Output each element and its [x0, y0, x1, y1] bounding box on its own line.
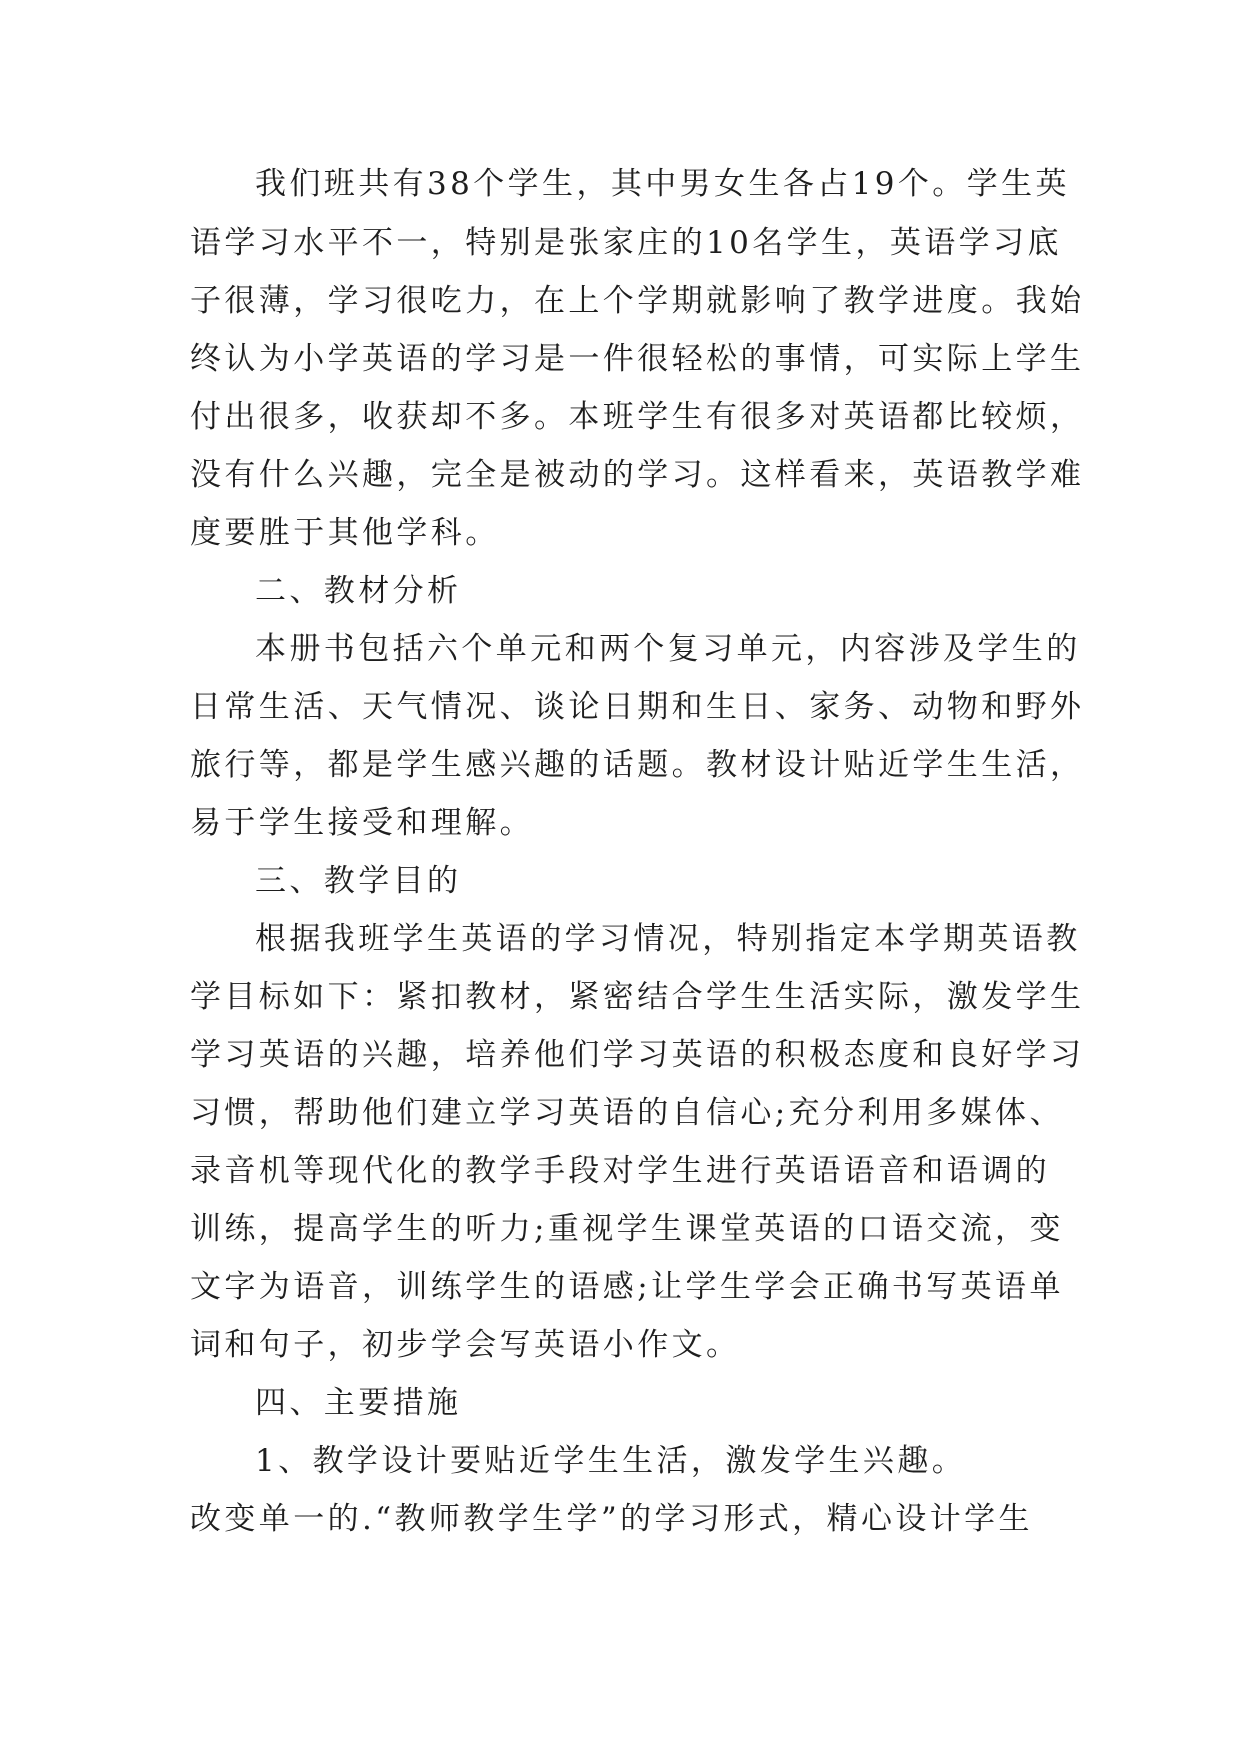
paragraph-line: 语学习水平不一，特别是张家庄的10名学生，英语学习底 — [190, 225, 1062, 261]
paragraph-line: 没有什么兴趣，完全是被动的学习。这样看来，英语教学难 — [190, 457, 1085, 493]
paragraph-line: 训练，提高学生的听力;重视学生课堂英语的口语交流，变 — [190, 1211, 1064, 1247]
paragraph-line: 改变单一的.“教师教学生学”的学习形式，精心设计学生 — [190, 1501, 1033, 1537]
paragraph-line: 1、教学设计要贴近学生生活，激发学生兴趣。 — [255, 1443, 967, 1479]
paragraph-line: 文字为语音，训练学生的语感;让学生学会正确书写英语单 — [190, 1269, 1064, 1305]
section-heading: 二、教材分析 — [255, 573, 462, 609]
paragraph-line: 本册书包括六个单元和两个复习单元，内容涉及学生的 — [255, 631, 1081, 667]
paragraph-line: 日常生活、天气情况、谈论日期和生日、家务、动物和野外 — [190, 689, 1085, 725]
paragraph-line: 易于学生接受和理解。 — [190, 805, 534, 841]
paragraph-line: 习惯，帮助他们建立学习英语的自信心;充分利用多媒体、 — [190, 1095, 1064, 1131]
paragraph-line: 录音机等现代化的教学手段对学生进行英语语音和语调的 — [190, 1153, 1050, 1189]
paragraph-line: 旅行等，都是学生感兴趣的话题。教材设计贴近学生生活， — [190, 747, 1085, 783]
paragraph-line: 终认为小学英语的学习是一件很轻松的事情，可实际上学生 — [190, 341, 1085, 377]
paragraph-line: 我们班共有38个学生，其中男女生各占19个。学生英 — [255, 166, 1070, 202]
paragraph-line: 根据我班学生英语的学习情况，特别指定本学期英语教 — [255, 921, 1081, 957]
section-heading: 三、教学目的 — [255, 863, 462, 899]
section-heading: 四、主要措施 — [255, 1385, 462, 1421]
paragraph-line: 子很薄，学习很吃力，在上个学期就影响了教学进度。我始 — [190, 283, 1085, 319]
paragraph-line: 学目标如下：紧扣教材，紧密结合学生生活实际，激发学生 — [190, 979, 1085, 1015]
paragraph-line: 学习英语的兴趣，培养他们学习英语的积极态度和良好学习 — [190, 1037, 1085, 1073]
paragraph-line: 词和句子，初步学会写英语小作文。 — [190, 1327, 741, 1363]
paragraph-line: 付出很多，收获却不多。本班学生有很多对英语都比较烦， — [190, 399, 1085, 435]
paragraph-line: 度要胜于其他学科。 — [190, 515, 500, 551]
